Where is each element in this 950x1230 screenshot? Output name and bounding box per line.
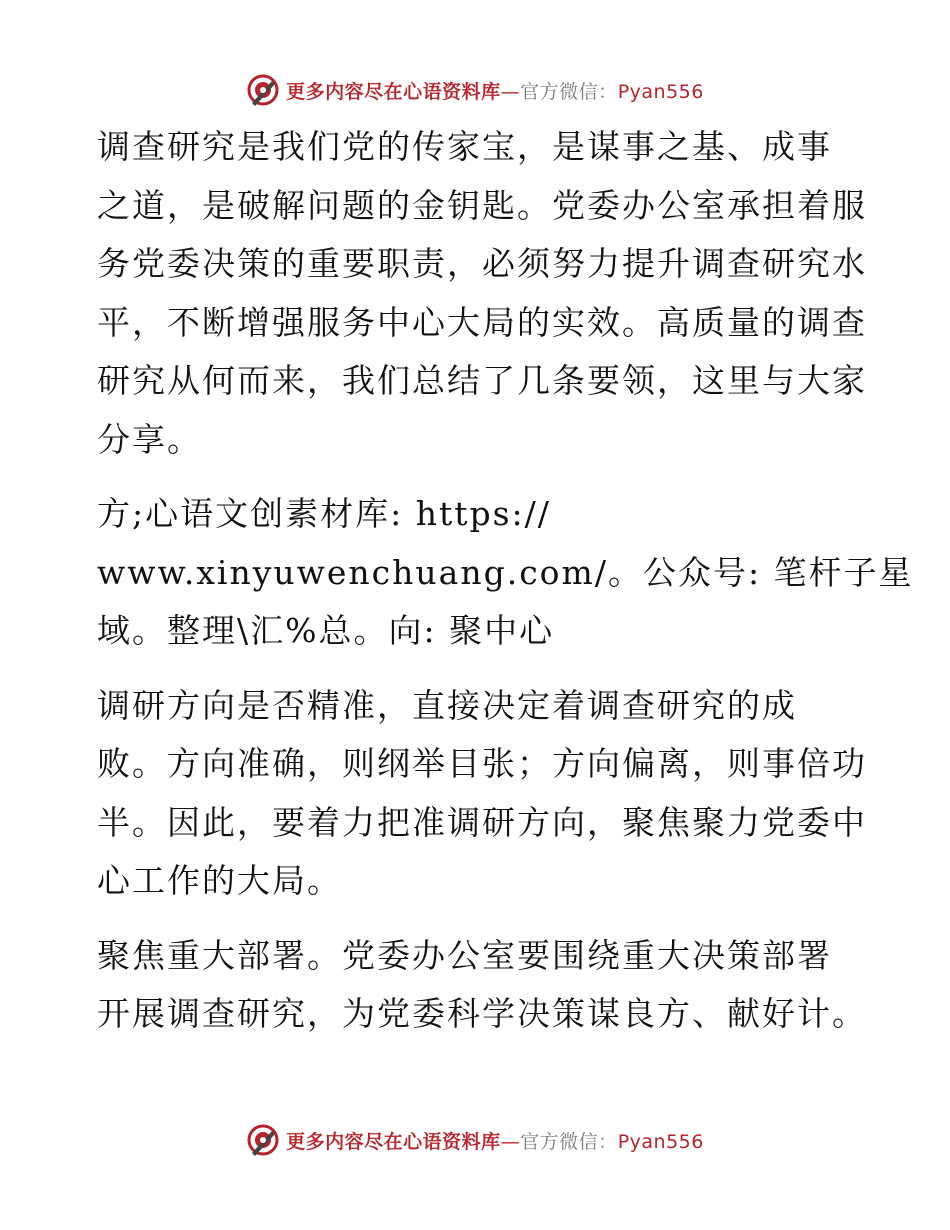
header-banner	[0, 70, 950, 110]
footer-brand: 更多内容尽在心语资料库	[286, 1130, 501, 1153]
header-wechat-handle: Pyan556	[617, 80, 704, 103]
header-banner-text	[286, 77, 704, 104]
paragraph-line: 务党委决策的重要职责，必须努力提升调查研究水	[97, 244, 867, 283]
pen-seal-logo-icon	[246, 1123, 280, 1157]
paragraph-line: 方;心语文创素材库: https://	[97, 494, 551, 533]
paragraph-line: 败。方向准确，则纲举目张；方向偏离，则事倍功	[97, 744, 867, 783]
paragraph-line: 心工作的大局。	[97, 861, 342, 900]
paragraph-line: 调查研究是我们党的传家宝，是谋事之基、成事	[97, 127, 832, 166]
paragraph-1	[97, 118, 867, 469]
paragraph-4	[97, 927, 867, 1044]
pen-seal-logo-icon	[246, 73, 280, 107]
paragraph-line: 调研方向是否精准，直接决定着调查研究的成	[97, 685, 797, 725]
paragraph-line: 之道，是破解问题的金钥匙。党委办公室承担着服	[97, 185, 867, 225]
header-brand: 更多内容尽在心语资料库	[286, 80, 501, 103]
footer-wechat-label: 官方微信：	[520, 1130, 618, 1153]
header-dash: —	[500, 80, 521, 103]
paragraph-line: 域。整理\汇%总。向: 聚中心	[97, 611, 555, 650]
header-wechat-label: 官方微信：	[520, 80, 618, 103]
paragraph-2	[97, 485, 914, 661]
footer-banner	[0, 1120, 950, 1160]
footer-dash: —	[500, 1130, 521, 1153]
document-body	[97, 118, 914, 1044]
paragraph-3	[97, 677, 867, 911]
paragraph-line: 分享。	[97, 419, 202, 459]
paragraph-line: 开展调查研究，为党委科学决策谋良方、献好计。	[97, 994, 867, 1033]
footer-wechat-handle: Pyan556	[617, 1130, 704, 1153]
paragraph-line: 平，不断增强服务中心大局的实效。高质量的调查	[97, 302, 867, 342]
paragraph-line: 半。因此，要着力把准调研方向，聚焦聚力党委中	[97, 802, 867, 842]
paragraph-line: www.xinyuwenchuang.com/。公众号: 笔杆子星	[97, 552, 914, 592]
footer-banner-text	[286, 1127, 704, 1154]
paragraph-line: 聚焦重大部署。党委办公室要围绕重大决策部署	[97, 935, 832, 975]
paragraph-line: 研究从何而来，我们总结了几条要领，这里与大家	[97, 361, 867, 400]
